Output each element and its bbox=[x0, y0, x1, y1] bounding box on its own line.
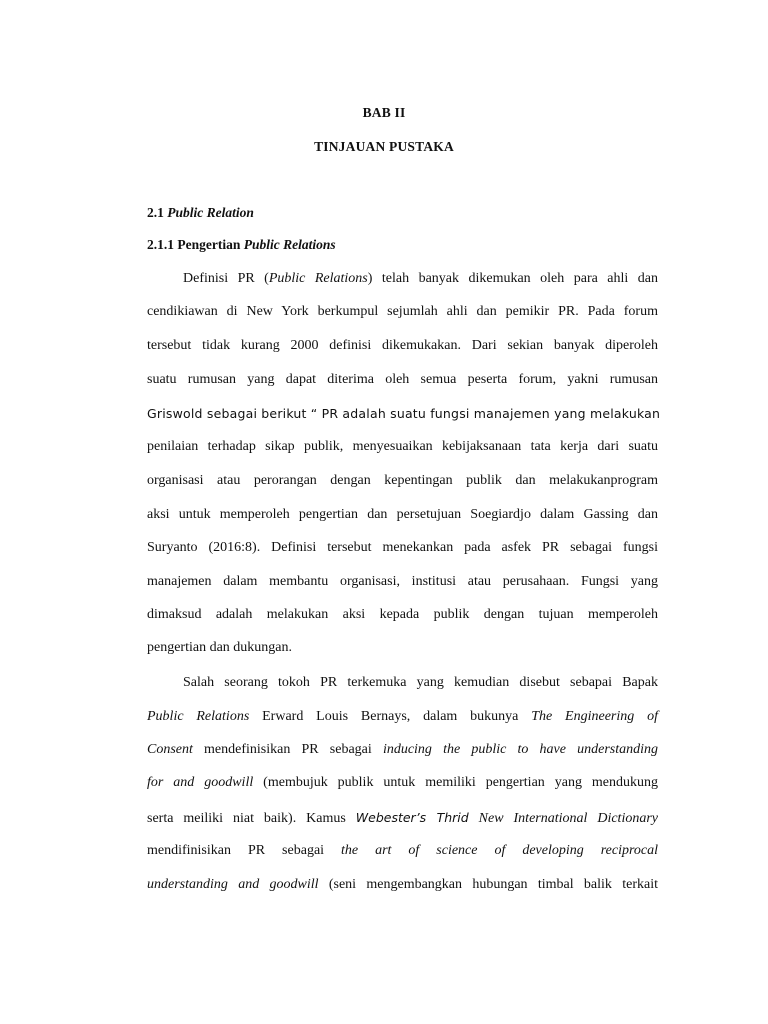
paragraph-line: organisasi atau perorangan dengan kepentingan publik dan melakukanprogram bbox=[147, 473, 658, 488]
paragraph-line: Salah seorang tokoh PR terkemuka yang kemudian disebut sebapai Bapak bbox=[183, 675, 658, 690]
paragraph-line: for and goodwill (membujuk publik untuk memiliki pengertian yang mendukung bbox=[147, 775, 658, 790]
subsection-number: 2.1.1 bbox=[147, 237, 174, 252]
paragraph-line: aksi untuk memperoleh pengertian dan persetujuan Soegiardjo dalam Gassing dan bbox=[147, 507, 658, 522]
subsection-heading bbox=[147, 237, 336, 253]
paragraph-line: dimaksud adalah melakukan aksi kepada publik dengan tujuan memperoleh bbox=[147, 607, 658, 622]
paragraph-line: tersebut tidak kurang 2000 definisi dikemukakan. Dari sekian banyak diperoleh bbox=[147, 338, 658, 353]
paragraph-line: mendifinisikan PR sebagai the art of science of developing reciprocal bbox=[147, 843, 658, 858]
paragraph-line: Suryanto (2016:8). Definisi tersebut menekankan pada asfek PR sebagai fungsi bbox=[147, 540, 658, 555]
paragraph-line: manajemen dalam membantu organisasi, institusi atau perusahaan. Fungsi yang bbox=[147, 574, 658, 589]
paragraph-line: pengertian dan dukungan. bbox=[147, 640, 293, 655]
subsection-title: Public Relations bbox=[243, 237, 336, 252]
section-title: Public Relation bbox=[167, 205, 254, 220]
section-heading bbox=[147, 205, 254, 221]
paragraph-line: serta meiliki niat baik). Kamus Webester’s Thrid New International Dictionary bbox=[147, 810, 659, 826]
paragraph-line: cendikiawan di New York berkumpul sejumlah ahli dan pemikir PR. Pada forum bbox=[147, 304, 658, 319]
chapter-title: TINJAUAN PUSTAKA bbox=[314, 139, 454, 154]
paragraph-line: Definisi PR (Public Relations) telah banyak dikemukan oleh para ahli dan bbox=[183, 271, 658, 286]
paragraph-line: Public Relations Erward Louis Bernays, dalam bukunya The Engineering of bbox=[147, 709, 658, 724]
chapter-heading: BAB II bbox=[362, 105, 406, 120]
paragraph-line: Griswold sebagai berikut “ PR adalah suatu fungsi manajemen yang melakukan bbox=[147, 406, 661, 421]
paragraph-line: penilaian terhadap sikap publik, menyesuaikan kebijaksanaan tata kerja dari suatu bbox=[147, 439, 658, 454]
section-number: 2.1 bbox=[147, 205, 164, 220]
paragraph-line: understanding and goodwill (seni mengembangkan hubungan timbal balik terkait bbox=[147, 877, 658, 892]
subsection-prefix: Pengertian bbox=[177, 237, 241, 252]
paragraph-line: Consent mendefinisikan PR sebagai inducing the public to have understanding bbox=[147, 742, 659, 757]
paragraph-line: suatu rumusan yang dapat diterima oleh semua peserta forum, yakni rumusan bbox=[147, 372, 658, 387]
